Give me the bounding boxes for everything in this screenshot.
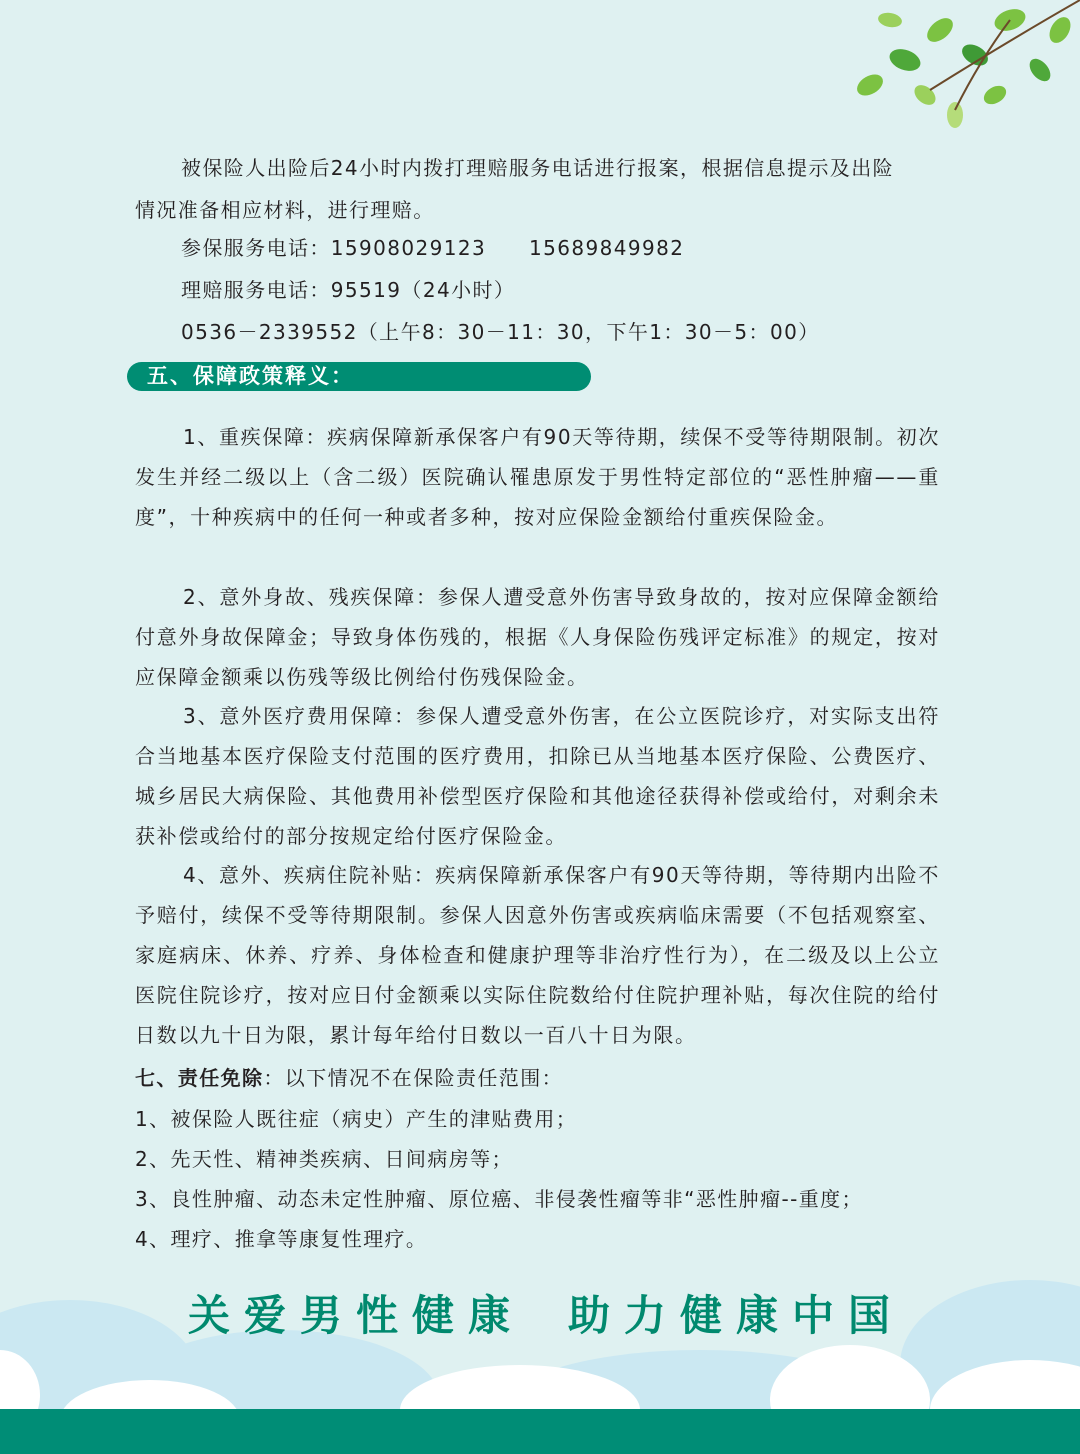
intro-line-1 <box>135 147 941 231</box>
footer-bar <box>0 1409 1080 1454</box>
slogan-right: 助力健康中国 <box>568 1291 905 1340</box>
policy-paragraph: 3、意外医疗费用保障：参保人遭受意外伤害，在公立医院诊疗，对实际支出符合当地基本医疗保险支付范围的医疗费用，扣除已从当地基本医疗保险、公费医疗、城乡居民大病保险、其他费用补偿型医疗保险和其他途径获得补偿或给付，对剩余未获补偿或给付的部分按规定给付医疗保险金。 <box>135 704 940 848</box>
office-phone: 0536－2339552（上午8：30－11：30，下午1：30－5：00） <box>181 320 820 344</box>
intro-paragraph: 被保险人出险后24小时内拨打理赔服务电话进行报案，根据信息提示及出险情况准备相应材料，进行理赔。 <box>135 156 895 222</box>
exclusion-item: 4、理疗、推拿等康复性理疗。 <box>135 1227 428 1251</box>
claim-phone: 理赔服务电话：95519（24小时） <box>181 278 516 302</box>
section-7-heading <box>135 1062 563 1091</box>
section-7-title: 七、责任免除 <box>135 1066 264 1090</box>
exclusion-item: 3、良性肿瘤、动态未定性肿瘤、原位癌、非侵袭性瘤等非“恶性肿瘤--重度； <box>135 1187 863 1211</box>
section-7-subtitle: ：以下情况不在保险责任范围： <box>263 1066 564 1090</box>
policy-paragraph: 4、意外、疾病住院补贴：疾病保障新承保客户有90天等待期，等待期内出险不予赔付，续保不受等待期限制。参保人因意外伤害或疾病临床需要（不包括观察室、家庭病床、休养、疗养、身体检查和健康护理等非治疗性行为），在二级及以上公立医院住院诊疗，按对应日付金额乘以实际住院数给付住院护理补贴，每次住院的给付日数以九十日为限，累计每年给付日数以一百八十日为限。 <box>135 863 940 1047</box>
exclusion-item: 2、先天性、精神类疾病、日间病房等； <box>135 1147 513 1171</box>
section-5-banner: 五、保障政策释义： <box>127 362 591 391</box>
slogan-left: 关爱男性健康 <box>188 1291 525 1340</box>
tree-leaves-decoration <box>810 0 1080 140</box>
exclusion-item: 1、被保险人既往症（病史）产生的津贴费用； <box>135 1107 578 1131</box>
policy-paragraph: 2、意外身故、残疾保障：参保人遭受意外伤害导致身故的，按对应保障金额给付意外身故保障金；导致身体伤残的，根据《人身保险伤残评定标准》的规定，按对应保障金额乘以伤残等级比例给付伤残保险金。 <box>135 585 940 689</box>
policy-paragraph: 1、重疾保障：疾病保障新承保客户有90天等待期，续保不受等待期限制。初次发生并经二级以上（含二级）医院确认罹患原发于男性特定部位的“恶性肿瘤——重度”，十种疾病中的任何一种或者多种，按对应保险金额给付重疾保险金。 <box>135 425 940 529</box>
enroll-phone: 参保服务电话：15908029123 15689849982 <box>181 236 685 260</box>
